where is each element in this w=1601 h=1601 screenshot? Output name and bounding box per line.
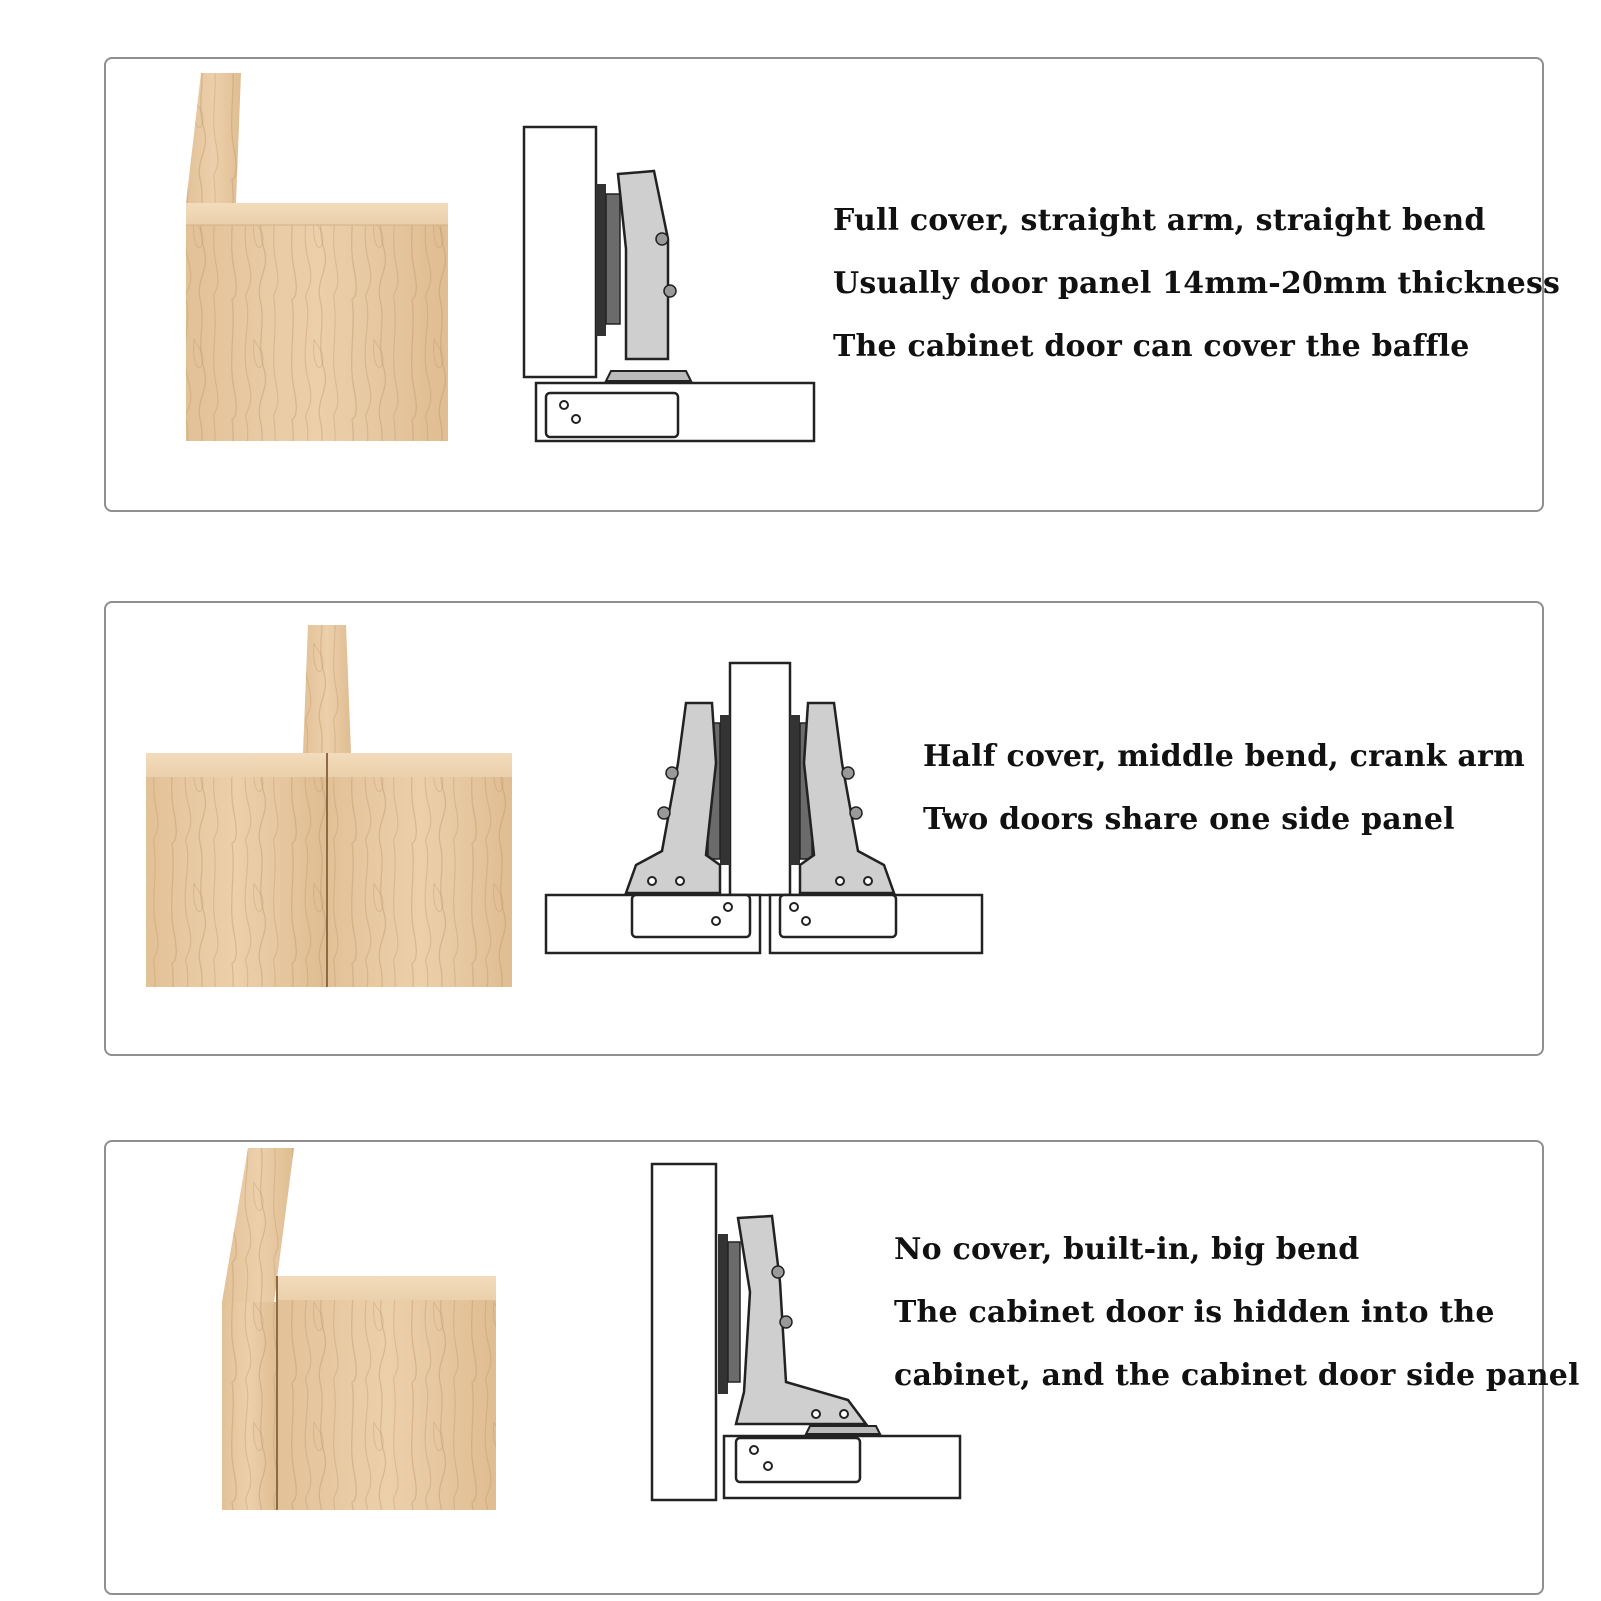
half-cover-wood-model [146, 625, 512, 987]
full-cover-line-2: Usually door panel 14mm-20mm thickness [833, 266, 1561, 301]
half-cover-panel [104, 601, 1544, 1056]
no-cover-wood-model [222, 1148, 496, 1510]
no-cover-panel [104, 1140, 1580, 1595]
half-cover-hinge-diagram [546, 663, 982, 953]
no-cover-description [894, 1218, 1580, 1407]
no-cover-line-3: cabinet, and the cabinet door side panel [894, 1358, 1580, 1393]
full-cover-description [833, 189, 1560, 378]
full-cover-wood-model [186, 73, 448, 441]
no-cover-line-2: The cabinet door is hidden into the [894, 1295, 1495, 1330]
half-cover-line-2: Two doors share one side panel [923, 802, 1455, 837]
full-cover-panel [104, 57, 1561, 512]
full-cover-line-3: The cabinet door can cover the baffle [833, 329, 1470, 364]
half-cover-description [923, 725, 1525, 851]
half-cover-line-1: Half cover, middle bend, crank arm [923, 739, 1525, 774]
no-cover-line-1: No cover, built-in, big bend [894, 1232, 1360, 1267]
full-cover-line-1: Full cover, straight arm, straight bend [833, 203, 1486, 238]
full-cover-hinge-diagram [524, 127, 814, 441]
